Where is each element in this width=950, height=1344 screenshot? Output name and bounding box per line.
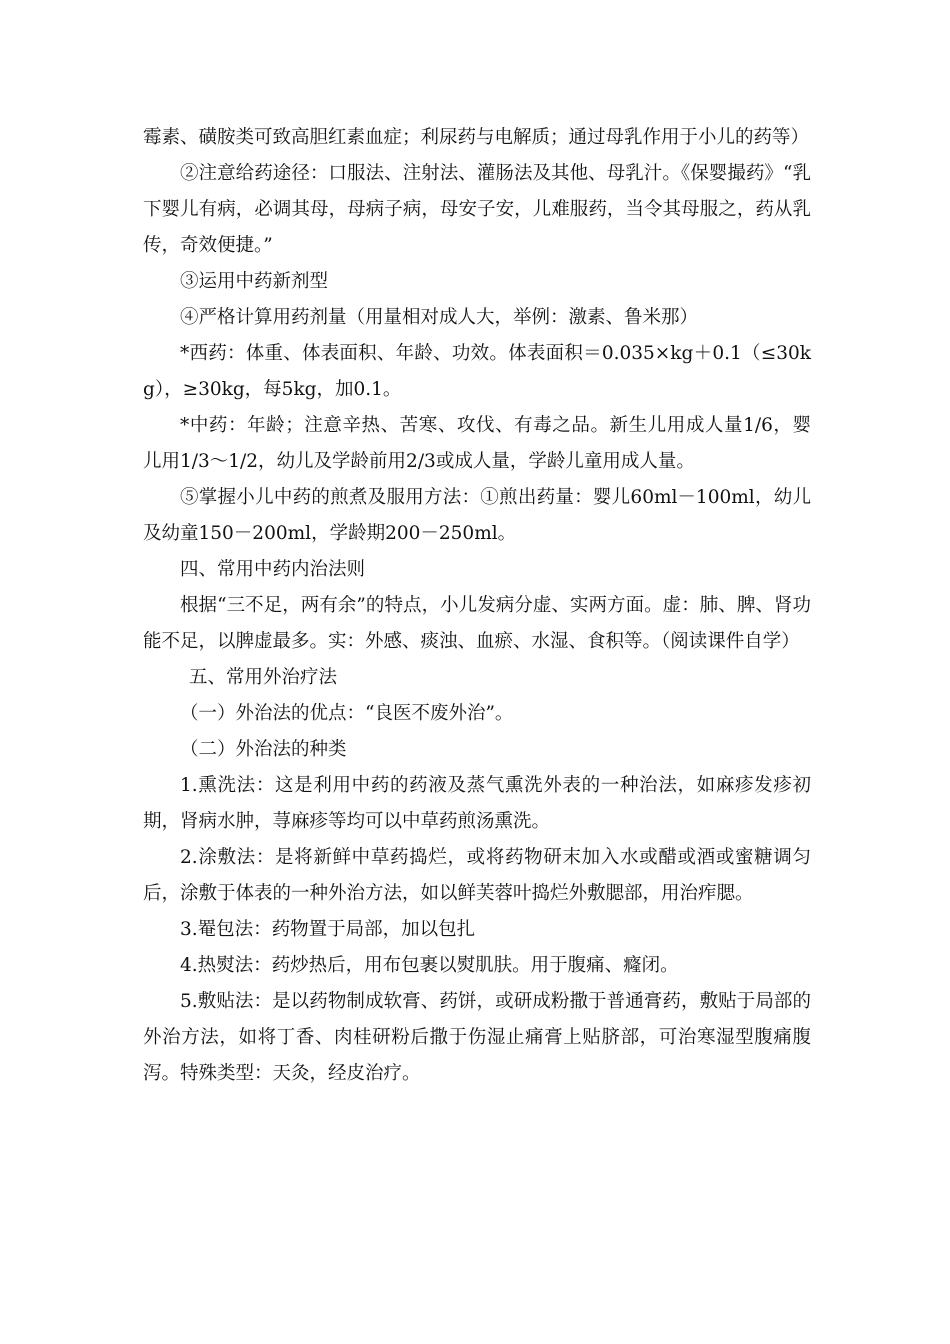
paragraph-antibiotic-notes: 霉素、磺胺类可致高胆红素血症；利尿药与电解质；通过母乳作用于小儿的药等） [143, 127, 810, 148]
paragraph-administration-route: ②注意给药途径：口服法、注射法、灌肠法及其他、母乳汁。《保婴撮药》“乳下婴儿有病，必调其母，母病子病，母安子安，儿难服药，当令其母服之，药从乳传，奇效便捷。” [143, 163, 811, 256]
list-item-compress: 3.罨包法：药物置于局部，加以包扎 [180, 919, 476, 940]
paragraph-dose-calculation: ④严格计算用药剂量（用量相对成人大，举例：激素、鲁米那） [180, 307, 699, 328]
paragraph-western-medicine-dose: *西药：体重、体表面积、年龄、功效。体表面积＝0.035×kg＋0.1（≤30kg），≥30kg，每5kg，加0.1。 [143, 343, 811, 400]
list-item-application: 2.涂敷法：是将新鲜中草药捣烂，或将药物研末加入水或醋或酒或蜜糖调匀后，涂敷于体表的一种外治方法，如以鲜芙蓉叶捣烂外敷腮部，用治痄腮。 [143, 847, 811, 904]
section-heading-internal-treatment: 四、常用中药内治法则 [180, 559, 366, 580]
paragraph-deficiency-excess: 根据“三不足，两有余”的特点，小儿发病分虚、实两方面。虚：肺、脾、肾功能不足，以脾虚最多。实：外感、痰浊、血瘀、水湿、食积等。（阅读课件自学） [143, 595, 811, 652]
paragraph-chinese-medicine-dose: *中药：年龄；注意辛热、苦寒、攻伐、有毒之品。新生儿用成人量1/6，婴儿用1/3～1/2，幼儿及学龄前用2/3或成人量，学龄儿童用成人量。 [143, 415, 811, 472]
paragraph-decoction-method: ⑤掌握小儿中药的煎煮及服用方法：①煎出药量：婴儿60ml－100ml，幼儿及幼童150－200ml，学龄期200－250ml。 [143, 487, 811, 544]
list-item-hot-ironing: 4.热熨法：药炒热后，用布包裹以熨肌肤。用于腹痛、癃闭。 [180, 955, 679, 976]
subheading-external-types: （二）外治法的种类 [180, 739, 347, 760]
subheading-external-advantages: （一）外治法的优点：“良医不废外治”。 [180, 703, 514, 724]
paragraph-new-dosage-forms: ③运用中药新剂型 [180, 271, 329, 292]
section-heading-external-treatment: 五、常用外治疗法 [189, 667, 338, 688]
list-item-fumigation: 1.熏洗法：这是利用中药的药液及蒸气熏洗外表的一种治法，如麻疹发疹初期，肾病水肿，荨麻疹等均可以中草药煎汤熏洗。 [143, 775, 811, 832]
list-item-plaster: 5.敷贴法：是以药物制成软膏、药饼，或研成粉撒于普通膏药，敷贴于局部的外治方法，如将丁香、肉桂研粉后撒于伤湿止痛膏上贴脐部，可治寒湿型腹痛腹泻。特殊类型：天灸，经皮治疗。 [143, 991, 811, 1084]
document-body [143, 120, 811, 1092]
